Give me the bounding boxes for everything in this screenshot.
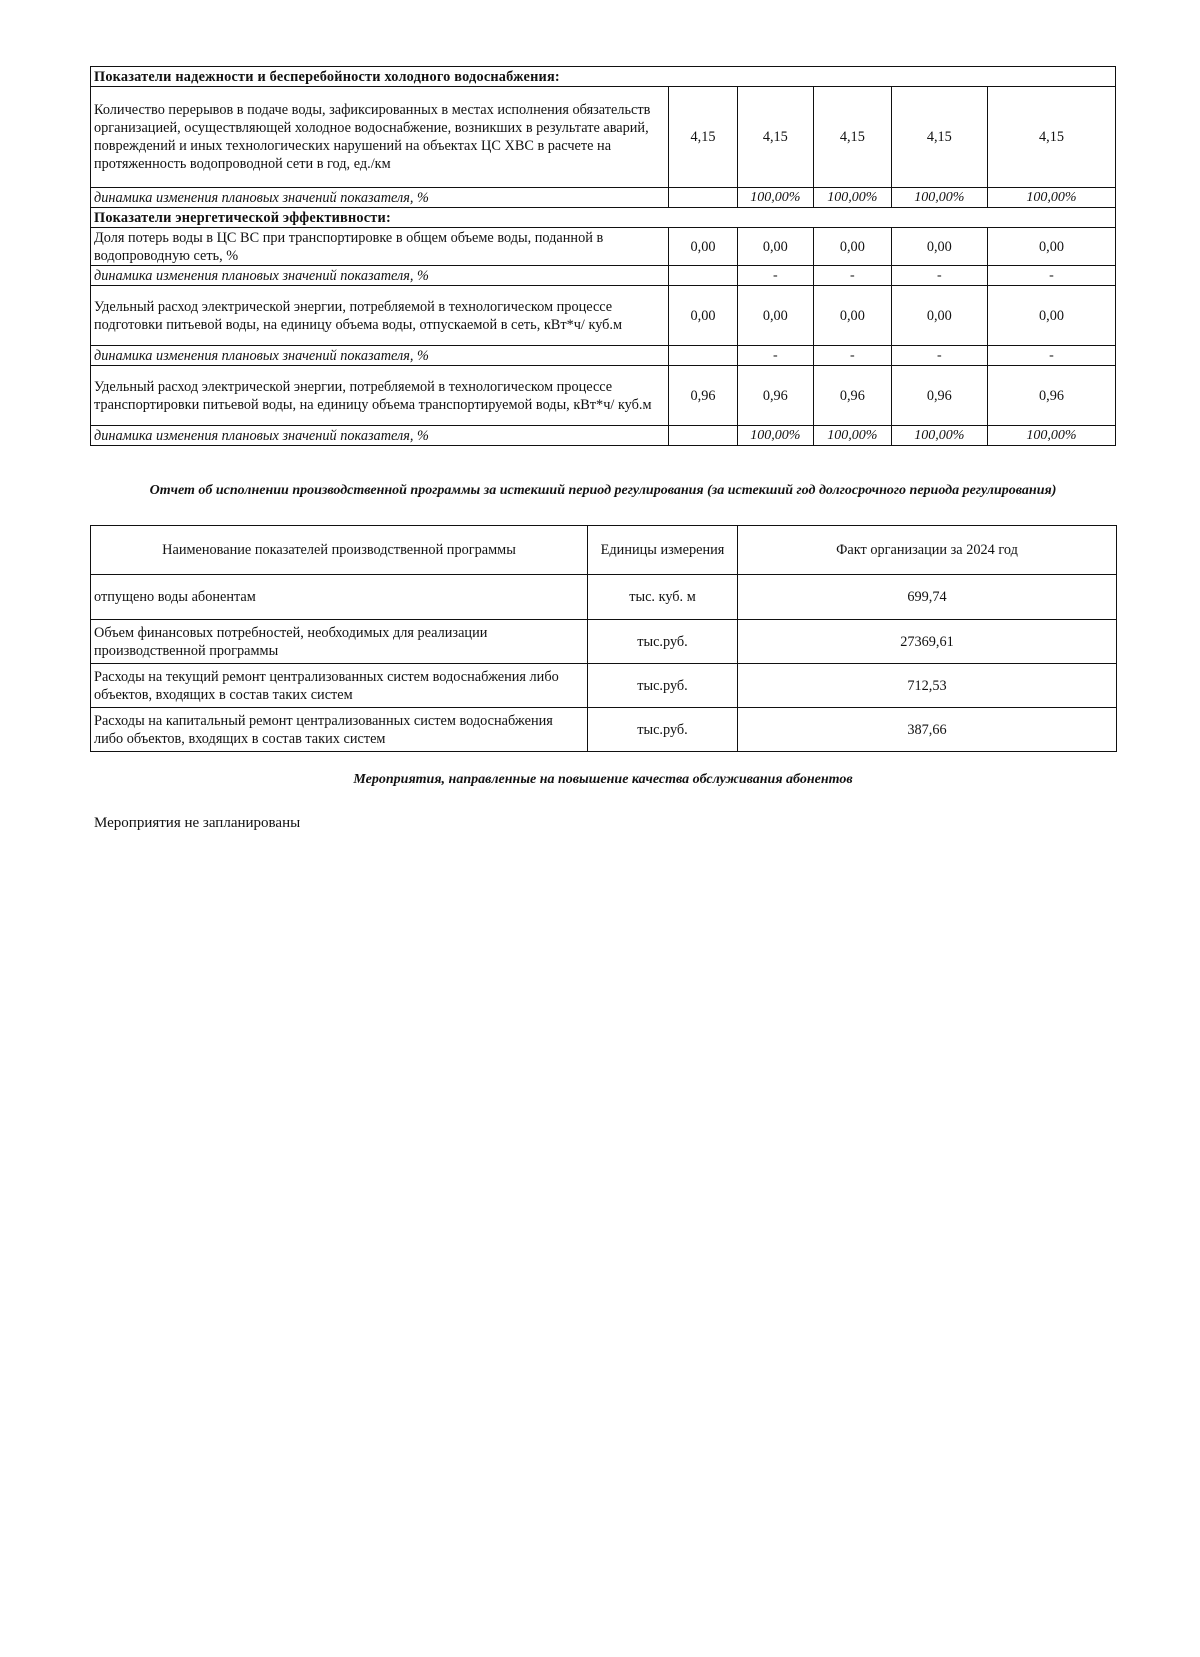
dynamics-row [91,346,1116,366]
indicator-row [91,228,1116,266]
indicator-value: 0,00 [891,228,987,266]
dynamics-value: 100,00% [737,188,814,208]
indicator-label: Удельный расход электрической энергии, потребляемой в технологическом процессе транспортировки питьевой воды, на единицу объема транспортируемой воды, кВт*ч/ куб.м [91,366,669,426]
indicator-label: Доля потерь воды в ЦС ВС при транспортировке в общем объеме воды, поданной в водопроводную сеть, % [91,228,669,266]
report-unit: тыс.руб. [588,708,738,752]
report-unit: тыс.руб. [588,620,738,664]
indicator-value: 4,15 [737,87,814,188]
indicator-value: 4,15 [669,87,737,188]
dynamics-value: 100,00% [891,426,987,446]
indicator-value: 0,96 [737,366,814,426]
dynamics-value: - [891,346,987,366]
indicator-value: 0,00 [737,286,814,346]
dynamics-label: динамика изменения плановых значений показателя, % [91,266,669,286]
dynamics-value: 100,00% [814,188,892,208]
report-header-row [91,526,1117,575]
indicator-value: 4,15 [891,87,987,188]
dynamics-value: 100,00% [891,188,987,208]
dynamics-value: 100,00% [814,426,892,446]
indicator-value: 0,96 [891,366,987,426]
indicator-value: 0,96 [814,366,892,426]
dynamics-value [669,346,737,366]
report-indicator-name: Расходы на капитальный ремонт централизованных систем водоснабжения либо объектов, входящих в состав таких систем [91,708,588,752]
report-row [91,575,1117,620]
report-caption: Отчет об исполнении производственной программы за истекший период регулирования (за истекший год долгосрочного периода регулирования) [149,483,1057,498]
header-unit: Единицы измерения [588,526,738,575]
reliability-heading-row [91,67,1116,87]
dynamics-value: 100,00% [737,426,814,446]
report-indicator-name: Объем финансовых потребностей, необходимых для реализации производственной программы [91,620,588,664]
energy-heading-row [91,208,1116,228]
dynamics-row [91,266,1116,286]
dynamics-value [669,188,737,208]
report-table [90,525,1117,752]
report-fact: 27369,61 [738,620,1117,664]
dynamics-value: - [988,346,1116,366]
dynamics-label: динамика изменения плановых значений показателя, % [91,188,669,208]
dynamics-value: - [814,346,892,366]
dynamics-value: - [988,266,1116,286]
indicator-value: 0,00 [891,286,987,346]
measures-note: Мероприятия не запланированы [94,815,301,831]
dynamics-row [91,426,1116,446]
indicator-row [91,87,1116,188]
energy-heading: Показатели энергетической эффективности: [91,208,1116,228]
report-row [91,620,1117,664]
reliability-heading: Показатели надежности и бесперебойности холодного водоснабжения: [91,67,1116,87]
dynamics-value: - [814,266,892,286]
dynamics-value [669,426,737,446]
dynamics-value: 100,00% [988,426,1116,446]
report-fact: 712,53 [738,664,1117,708]
indicator-row [91,286,1116,346]
report-unit: тыс.руб. [588,664,738,708]
dynamics-label: динамика изменения плановых значений показателя, % [91,426,669,446]
indicator-label: Количество перерывов в подаче воды, зафиксированных в местах исполнения обязательств организацией, осуществляющей холодное водоснабжение, возникших в результате аварий, повреждений и иных технологических нарушений на объектах ЦС ХВС в расчете на протяженность водопроводной сети в год, ед./км [91,87,669,188]
indicator-value: 0,00 [988,286,1116,346]
indicator-value: 0,00 [814,286,892,346]
report-fact: 387,66 [738,708,1117,752]
header-fact: Факт организации за 2024 год [738,526,1117,575]
report-row [91,708,1117,752]
dynamics-value: 100,00% [988,188,1116,208]
dynamics-value: - [737,266,814,286]
indicator-value: 0,96 [669,366,737,426]
report-indicator-name: Расходы на текущий ремонт централизованных систем водоснабжения либо объектов, входящих в состав таких систем [91,664,588,708]
indicators-table [90,66,1116,446]
measures-caption: Мероприятия, направленные на повышение качества обслуживания абонентов [353,772,853,787]
report-fact: 699,74 [738,575,1117,620]
indicator-value: 0,00 [814,228,892,266]
report-unit: тыс. куб. м [588,575,738,620]
dynamics-value: - [737,346,814,366]
indicator-value: 4,15 [988,87,1116,188]
indicator-row [91,366,1116,426]
dynamics-row [91,188,1116,208]
dynamics-value [669,266,737,286]
indicator-value: 0,96 [988,366,1116,426]
dynamics-label: динамика изменения плановых значений показателя, % [91,346,669,366]
indicator-value: 0,00 [988,228,1116,266]
indicator-value: 4,15 [814,87,892,188]
indicator-value: 0,00 [737,228,814,266]
report-indicator-name: отпущено воды абонентам [91,575,588,620]
header-indicator-name: Наименование показателей производственной программы [91,526,588,575]
report-row [91,664,1117,708]
indicator-label: Удельный расход электрической энергии, потребляемой в технологическом процессе подготовки питьевой воды, на единицу объема воды, отпускаемой в сеть, кВт*ч/ куб.м [91,286,669,346]
indicator-value: 0,00 [669,228,737,266]
indicator-value: 0,00 [669,286,737,346]
dynamics-value: - [891,266,987,286]
